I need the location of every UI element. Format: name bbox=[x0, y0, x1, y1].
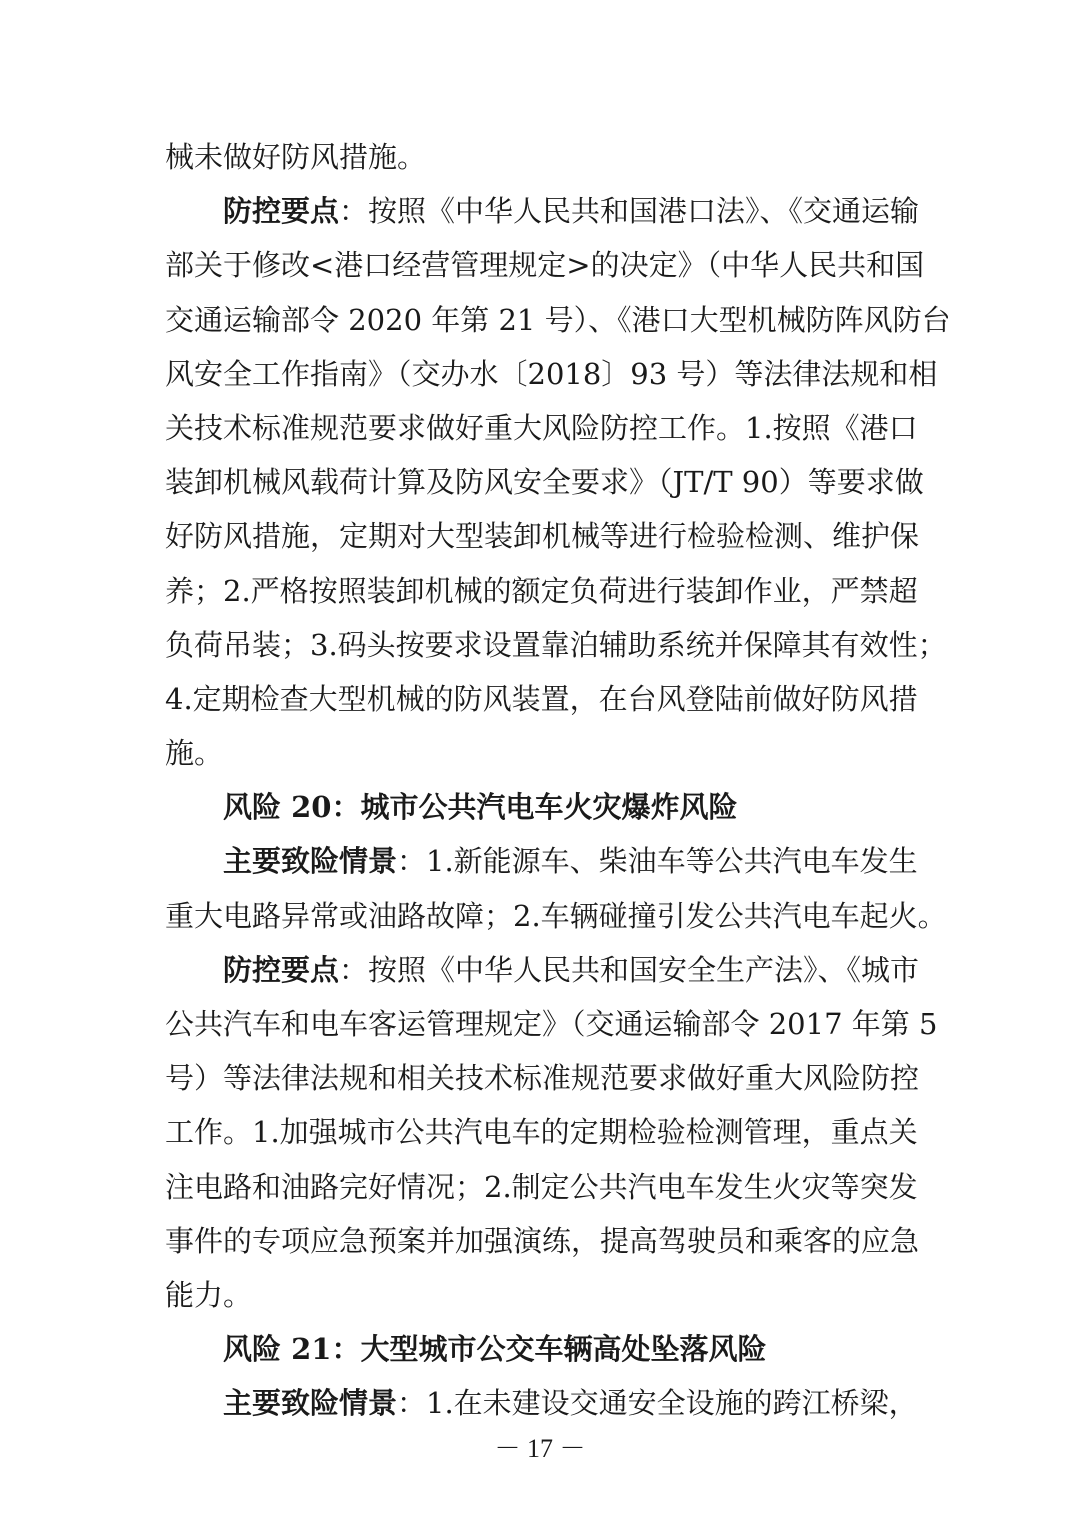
line-text: 事件的专项应急预案并加强演练，提高驾驶员和乘客的应急 bbox=[165, 1223, 920, 1258]
line-text: 号）等法律法规和相关技术标准规范要求做好重大风险防控 bbox=[165, 1061, 920, 1096]
text-line bbox=[165, 347, 938, 401]
line-text: 能力。 bbox=[165, 1277, 253, 1312]
line-text: 风安全工作指南》（交办水〔2018〕93 号）等法律法规和相 bbox=[165, 356, 938, 391]
text-line bbox=[165, 509, 920, 563]
text-line bbox=[165, 997, 938, 1051]
paragraph-risk-scenario bbox=[165, 834, 917, 888]
text-line bbox=[165, 1214, 920, 1268]
line-text: 械未做好防风措施。 bbox=[165, 140, 427, 174]
risk-heading-20 bbox=[165, 780, 917, 834]
line-text: 施。 bbox=[165, 736, 224, 771]
text-line bbox=[165, 672, 917, 726]
line-text: 重大电路异常或油路故障；2.车辆碰撞引发公共汽电车起火。 bbox=[165, 898, 947, 933]
line-text: 公共汽车和电车客运管理规定》（交通运输部令 2017 年第 5 bbox=[165, 1007, 938, 1041]
text-line bbox=[165, 1105, 917, 1159]
heading-text: 风险 21：大型城市公交车辆高处坠落风险 bbox=[223, 1332, 767, 1367]
line-text: 关技术标准规范要求做好重大风险防控工作。1.按照《港口 bbox=[165, 410, 918, 445]
paragraph-control-points bbox=[165, 943, 920, 997]
text-line bbox=[165, 293, 951, 347]
line-text: 工作。1.加强城市公共汽电车的定期检验检测管理，重点关 bbox=[165, 1115, 918, 1150]
line-text: 交通运输部令 2020 年第 21 号）、《港口大型机械防阵风防台 bbox=[165, 302, 951, 337]
text-line bbox=[165, 726, 917, 780]
bold-label: 主要致险情景 bbox=[223, 1386, 398, 1421]
text-line bbox=[165, 455, 924, 509]
text-line bbox=[165, 1160, 917, 1214]
line-text: ：1.新能源车、柴油车等公共汽电车发生 bbox=[397, 844, 918, 879]
line-text: 好防风措施，定期对大型装卸机械等进行检验检测、维护保 bbox=[165, 519, 920, 554]
text-line bbox=[165, 1051, 920, 1105]
line-text: 负荷吊装；3.码头按要求设置靠泊辅助系统并保障其有效性； bbox=[165, 627, 947, 662]
bold-label: 主要致险情景 bbox=[223, 844, 398, 879]
risk-heading-21 bbox=[165, 1322, 917, 1376]
line-text: 4.定期检查大型机械的防风装置，在台风登陆前做好防风措 bbox=[165, 681, 918, 716]
text-line bbox=[165, 889, 947, 943]
text-line bbox=[165, 238, 925, 292]
document-body bbox=[165, 130, 951, 1431]
text-line bbox=[165, 1268, 917, 1322]
line-text: 部关于修改<港口经营管理规定>的决定》（中华人民共和国 bbox=[165, 248, 925, 283]
line-text: ：1.在未建设交通安全设施的跨江桥梁， bbox=[397, 1386, 918, 1421]
line-text: ：按照《中华人民共和国安全生产法》、《城市 bbox=[339, 952, 920, 987]
line-text: 注电路和油路完好情况；2.制定公共汽电车发生火灾等突发 bbox=[165, 1169, 918, 1204]
line-text: 养；2.严格按照装卸机械的额定负荷进行装卸作业，严禁超 bbox=[165, 573, 918, 608]
paragraph-control-points bbox=[165, 184, 920, 238]
heading-text: 风险 20：城市公共汽电车火灾爆炸风险 bbox=[223, 790, 738, 825]
text-line bbox=[165, 130, 917, 184]
page-number: － 17 － bbox=[494, 1434, 586, 1463]
paragraph-risk-scenario bbox=[165, 1376, 917, 1430]
line-text: ：按照《中华人民共和国港口法》、《交通运输 bbox=[339, 194, 920, 229]
text-line bbox=[165, 401, 917, 455]
text-line bbox=[165, 564, 917, 618]
bold-label: 防控要点 bbox=[223, 194, 340, 229]
bold-label: 防控要点 bbox=[223, 952, 340, 987]
line-text: 装卸机械风载荷计算及防风安全要求》（JT/T 90）等要求做 bbox=[165, 465, 924, 500]
text-line bbox=[165, 618, 947, 672]
